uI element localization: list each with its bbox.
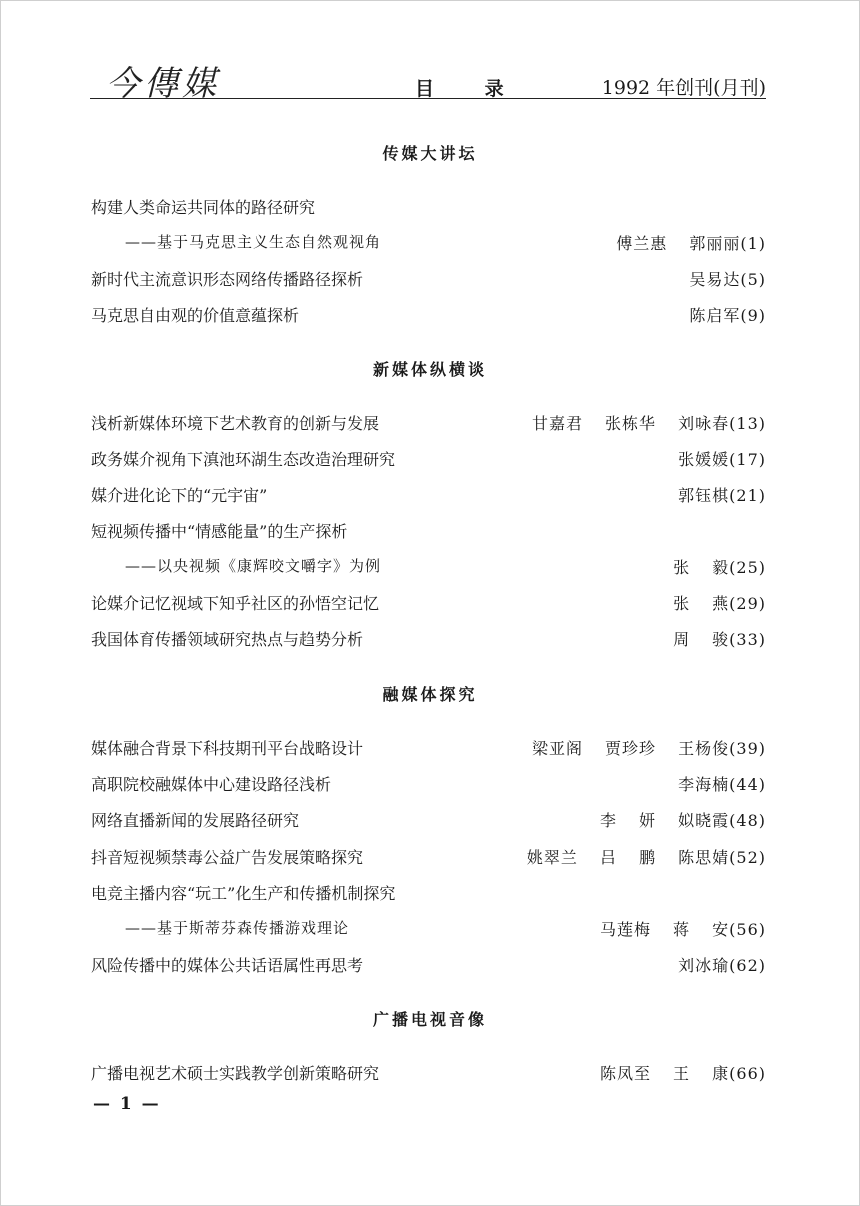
toc-entry[interactable] <box>91 736 766 760</box>
toc-entry[interactable] <box>91 267 766 291</box>
entry-authors: 陈凤至 王 康(66) <box>599 1064 766 1083</box>
toc-entry[interactable] <box>91 519 766 543</box>
toc-entry[interactable] <box>91 772 766 796</box>
entry-subtitle: ——基于斯蒂芬森传播游戏理论 <box>125 919 350 937</box>
toc-entry[interactable] <box>91 881 766 905</box>
entry-title: 广播电视艺术硕士实践教学创新策略研究 <box>91 1064 380 1083</box>
page-number: — 1 — <box>93 1094 161 1114</box>
entry-title: 马克思自由观的价值意蕴探析 <box>91 306 300 325</box>
entry-title: 媒介进化论下的“元宇宙” <box>91 486 268 505</box>
entry-subtitle: ——基于马克思主义生态自然观视角 <box>125 233 382 251</box>
toc-entry[interactable] <box>91 483 766 507</box>
entry-authors: 张 燕(29) <box>673 594 766 613</box>
entry-title: 抖音短视频禁毒公益广告发展策略探究 <box>91 848 364 867</box>
entry-authors: 李海楠(44) <box>678 775 766 794</box>
journal-logo: 今傳媒 <box>106 64 220 104</box>
header-rule <box>90 98 766 99</box>
entry-authors: 周 骏(33) <box>673 630 766 649</box>
entry-authors: 张媛媛(17) <box>678 450 766 469</box>
entry-title: 新时代主流意识形态网络传播路径探析 <box>91 270 364 289</box>
toc-entry[interactable] <box>91 953 766 977</box>
entry-title: 构建人类命运共同体的路径研究 <box>91 198 316 217</box>
entry-title: 高职院校融媒体中心建设路径浅析 <box>91 775 332 794</box>
entry-authors: 梁亚阁 贾珍珍 王杨俊(39) <box>531 739 766 758</box>
entry-title: 短视频传播中“情感能量”的生产探析 <box>91 522 348 541</box>
section-title: 广播电视音像 <box>372 1010 487 1029</box>
entry-authors: 张 毅(25) <box>673 558 766 577</box>
toc-entry[interactable] <box>91 808 766 832</box>
entry-authors: 郭钰棋(21) <box>678 486 766 505</box>
section-title: 融媒体探究 <box>382 685 478 704</box>
entry-title: 论媒介记忆视域下知乎社区的孙悟空记忆 <box>91 594 380 613</box>
entry-authors: 李 妍 姒晓霞(48) <box>599 811 766 830</box>
entry-title: 风险传播中的媒体公共话语属性再思考 <box>91 956 364 975</box>
entry-authors: 甘嘉君 张栋华 刘咏春(13) <box>531 414 766 433</box>
toc-entry[interactable] <box>91 1061 766 1085</box>
issue-info: 1992 年创刊(月刊) <box>601 77 766 99</box>
entry-subtitle: ——以央视频《康辉咬文嚼字》为例 <box>125 557 382 575</box>
entry-authors: 陈启军(9) <box>689 306 766 325</box>
section-title: 新媒体纵横谈 <box>372 360 487 379</box>
toc-entry[interactable] <box>91 411 766 435</box>
toc-entry[interactable] <box>91 303 766 327</box>
toc-entry[interactable] <box>91 845 766 869</box>
entry-title: 我国体育传播领域研究热点与趋势分析 <box>91 630 364 649</box>
entry-title: 政务媒介视角下滇池环湖生态改造治理研究 <box>91 450 396 469</box>
toc-entry[interactable] <box>91 231 766 255</box>
section-title: 传媒大讲坛 <box>382 144 478 163</box>
entry-title: 浅析新媒体环境下艺术教育的创新与发展 <box>91 414 380 433</box>
toc-entry[interactable] <box>91 195 766 219</box>
entry-authors: 姚翠兰 吕 鹏 陈思婧(52) <box>526 848 766 867</box>
toc-entry[interactable] <box>91 555 766 579</box>
page-header <box>90 52 766 104</box>
toc-entry[interactable] <box>91 591 766 615</box>
entry-title: 网络直播新闻的发展路径研究 <box>91 811 300 830</box>
entry-title: 电竞主播内容“玩工”化生产和传播机制探究 <box>91 884 396 903</box>
toc-entry[interactable] <box>91 447 766 471</box>
toc-entry[interactable] <box>91 917 766 941</box>
entry-authors: 吴易达(5) <box>689 270 766 289</box>
entry-authors: 傅兰惠 郭丽丽(1) <box>616 234 766 253</box>
toc-entry[interactable] <box>91 627 766 651</box>
contents-title: 目 录 <box>415 78 526 100</box>
entry-authors: 刘冰瑜(62) <box>678 956 766 975</box>
entry-authors: 马莲梅 蒋 安(56) <box>599 920 766 939</box>
entry-title: 媒体融合背景下科技期刊平台战略设计 <box>91 739 364 758</box>
